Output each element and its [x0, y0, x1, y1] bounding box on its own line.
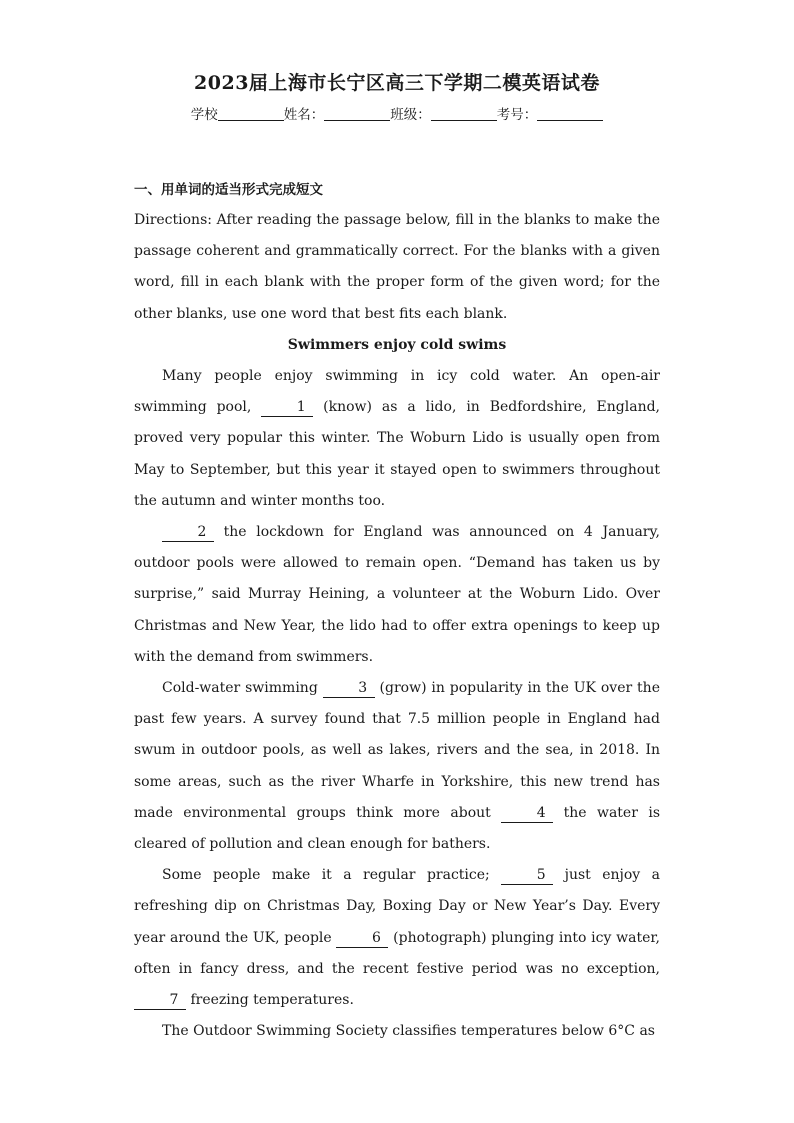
paragraph-text: freezing temperatures. — [186, 992, 354, 1009]
paragraph-text: Many people enjoy swimming in icy cold water. An open-air swimming pool, — [134, 368, 660, 416]
passage-paragraph-3 — [134, 673, 660, 860]
paragraph-text: Some people make it a regular practice; — [162, 867, 502, 884]
student-info-line — [0, 103, 794, 123]
paragraph-text: (grow) in popularity in the UK over the past few years. A survey found that 7.5 million people in England had swum in outdoor pools, as well as lakes, rivers and the sea, in 2018. In some areas, such as the river Wharfe in Yorkshire, this new trend has made environmental groups think more about — [134, 680, 660, 821]
paragraph-text: the lockdown for England was announced on 4 January, outdoor pools were allowed to remain open. “Demand has taken us by surprise,” said Murray Heining, a volunteer at the Woburn Lido. Over Christmas and New Year, the lido had to offer extra openings to keep up with the demand from swimmers. — [134, 524, 660, 665]
school-field[interactable] — [218, 106, 284, 121]
blank-4[interactable]: 4 — [501, 804, 553, 823]
paragraph-text: (know) as a lido, in Bedfordshire, England, proved very popular this winter. The Woburn Lido is usually open from May to September, but this year it stayed open to swimmers throughout the autumn and winter months too. — [134, 399, 660, 509]
paragraph-text: (photograph) plunging into icy water, often in fancy dress, and the recent festive period was no exception, — [134, 929, 660, 977]
school-label: 学校 — [190, 107, 218, 123]
blank-5[interactable]: 5 — [501, 866, 553, 885]
blank-1[interactable]: 1 — [261, 398, 313, 417]
class-field[interactable] — [431, 106, 497, 121]
section-heading: 一、用单词的适当形式完成短文 — [134, 182, 323, 198]
paragraph-text: Cold-water swimming — [162, 680, 323, 697]
class-label: 班级： — [390, 107, 431, 123]
blank-7[interactable]: 7 — [134, 991, 186, 1010]
blank-6[interactable]: 6 — [336, 929, 388, 948]
exam-number-field[interactable] — [537, 106, 603, 121]
name-label: 姓名： — [283, 107, 325, 123]
blank-2[interactable]: 2 — [162, 523, 214, 542]
passage-paragraph-4 — [134, 860, 660, 1016]
directions-text: Directions: After reading the passage below, fill in the blanks to make the passage coherent and grammatically correct. For the blanks with a given word, fill in each blank with the proper form of the given word; for the other blanks, use one word that best fits each blank. — [134, 212, 660, 322]
passage-paragraph-2 — [134, 517, 660, 673]
section-content — [134, 205, 660, 1047]
passage-paragraph-1 — [134, 361, 660, 517]
paragraph-text: the water is cleared of pollution and clean enough for bathers. — [134, 804, 660, 853]
exam-number-label: 考号： — [496, 107, 538, 123]
paragraph-text: just enjoy a refreshing dip on Christmas Day, Boxing Day or New Year’s Day. Every year around the UK, people — [134, 867, 660, 946]
name-field[interactable] — [324, 106, 390, 121]
blank-3[interactable]: 3 — [323, 679, 375, 698]
passage-title: Swimmers enjoy cold swims — [287, 336, 507, 353]
paragraph-text: The Outdoor Swimming Society classifies temperatures below 6°C as — [162, 1023, 655, 1040]
passage-paragraph-5 — [134, 1016, 660, 1047]
exam-title: 2023届上海市长宁区高三下学期二模英语试卷 — [194, 72, 600, 94]
